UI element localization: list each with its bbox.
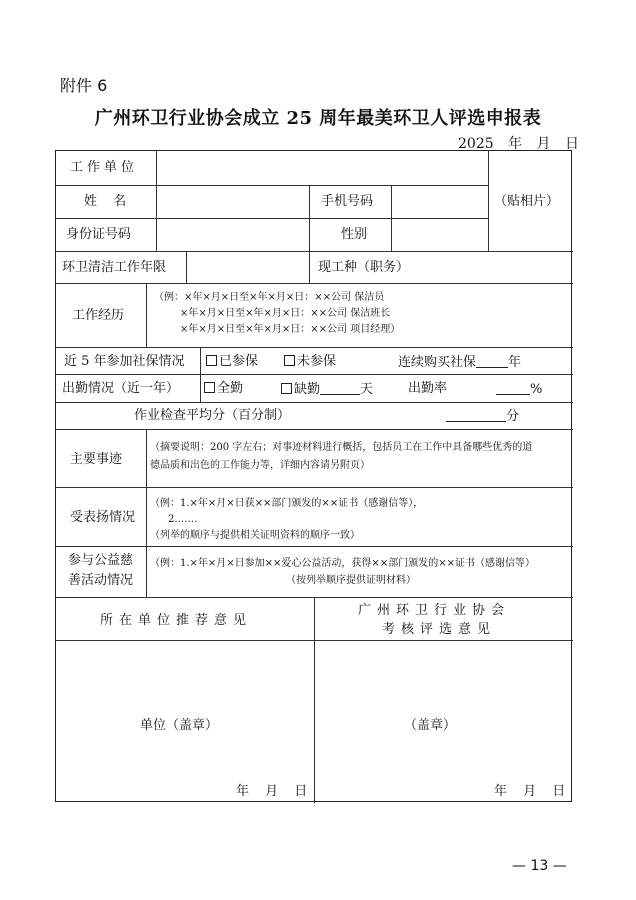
commend-label: 受表扬情况 [70, 510, 136, 525]
checkbox[interactable] [281, 383, 292, 394]
application-form-table [55, 150, 572, 802]
row-divider [56, 251, 573, 252]
experience-line: （例：×年×月×日至×年×月×日：××公司 保洁员 [154, 292, 385, 303]
ss-years-blank[interactable] [476, 355, 508, 368]
col-divider [309, 185, 310, 251]
row-divider [56, 546, 573, 547]
row-divider [56, 429, 573, 430]
name-label: 姓 名 [84, 194, 133, 209]
form-title: 广州环卫行业协会成立 25 周年最美环卫人评选申报表 [94, 108, 542, 129]
left-sign-date: 年 月 日 [236, 784, 308, 799]
row-divider [56, 347, 573, 348]
col-divider [488, 151, 489, 251]
charity-label: 善活动情况 [68, 573, 134, 588]
score-unit: 分 [506, 409, 520, 424]
phone-label: 手机号码 [321, 194, 374, 209]
ss-unit: 年 [508, 355, 522, 370]
gender-label: 性别 [341, 227, 368, 242]
assoc-seal-label: （盖章） [404, 718, 457, 733]
row-divider [56, 487, 573, 488]
col-divider [156, 151, 157, 251]
col-divider [391, 185, 392, 251]
ss-not-insured-text: 未参保 [297, 354, 337, 369]
col-divider [146, 429, 147, 597]
att-absent-text: 缺勤 [294, 382, 321, 397]
att-rate-unit: % [530, 382, 543, 397]
right-sign-date: 年 月 日 [494, 784, 566, 799]
row-divider [56, 374, 573, 375]
absent-days-blank[interactable] [320, 382, 360, 395]
row-divider [56, 218, 488, 219]
att-full-text: 全勤 [217, 381, 244, 396]
col-divider [146, 283, 147, 347]
score [446, 409, 519, 423]
work-unit-label: 工作单位 [70, 160, 139, 175]
unit-seal-label: 单位（盖章） [140, 718, 219, 733]
commend-text: 2.…… [168, 514, 198, 525]
assoc-opinion-label: 考核评选意见 [382, 622, 497, 637]
row-divider [56, 402, 573, 403]
experience-label: 工作经历 [72, 308, 125, 323]
att-rate [496, 382, 542, 396]
ss-continuous-text: 连续购买社保 [398, 355, 477, 370]
page-number: — 13 — [512, 858, 567, 874]
col-divider [314, 597, 315, 803]
ss-insured-option[interactable] [206, 355, 258, 368]
score-label: 作业检查平均分（百分制） [134, 408, 291, 423]
att-days-unit: 天 [360, 382, 374, 397]
checkbox[interactable] [206, 355, 217, 366]
ss-insured-text: 已参保 [219, 354, 259, 369]
experience-line: ×年×月×日至×年×月×日：××公司 项目经理） [180, 324, 401, 335]
ss-continuous [398, 355, 521, 369]
experience-line: ×年×月×日至×年×月×日：××公司 保洁班长 [180, 308, 391, 319]
deeds-text: （摘要说明：200 字左右；对事迹材料进行概括，包括员工在工作中具备哪些优秀的道 [150, 442, 533, 453]
assoc-opinion-label: 广州环卫行业协会 [358, 603, 511, 618]
charity-label: 参与公益慈 [68, 553, 134, 568]
social-security-label: 近 5 年参加社保情况 [64, 354, 185, 369]
deeds-label: 主要事迹 [70, 452, 123, 467]
unit-opinion-label: 所在单位推荐意见 [100, 613, 253, 628]
col-divider [309, 251, 310, 283]
current-job-label: 现工种（职务） [318, 260, 410, 275]
charity-text: （按列举顺序提供证明材料） [286, 575, 416, 586]
sanitation-years-label: 环卫清洁工作年限 [62, 260, 167, 275]
checkbox[interactable] [284, 355, 295, 366]
att-absent-option[interactable] [281, 382, 373, 396]
row-divider [56, 185, 488, 186]
commend-text: （列举的顺序与提供相关证明资料的顺序一致） [150, 530, 360, 541]
charity-text: （例：1.×年×月×日参加××爱心公益活动，获得××部门颁发的××证书（感谢信等） [150, 558, 535, 569]
ss-not-insured-option[interactable] [284, 355, 336, 368]
deeds-text: 德品质和出色的工作能力等，详细内容请另附页） [150, 460, 370, 471]
row-divider [56, 283, 573, 284]
photo-placeholder[interactable]: （贴相片） [494, 194, 560, 209]
att-rate-blank[interactable] [496, 382, 530, 395]
attendance-label: 出勤情况（近一年） [62, 381, 180, 396]
form-date: 2025 年 月 日 [458, 136, 579, 152]
checkbox[interactable] [204, 382, 215, 393]
col-divider [200, 347, 201, 402]
id-number-label: 身份证号码 [66, 227, 132, 242]
att-rate-label: 出勤率 [408, 381, 448, 396]
commend-text: （例：1.×年×月×日获××部门颁发的××证书（感谢信等）， [150, 498, 424, 509]
att-full-option[interactable] [204, 382, 243, 395]
attachment-label: 附件 6 [60, 76, 108, 95]
col-divider [186, 251, 187, 283]
score-blank[interactable] [446, 409, 506, 422]
